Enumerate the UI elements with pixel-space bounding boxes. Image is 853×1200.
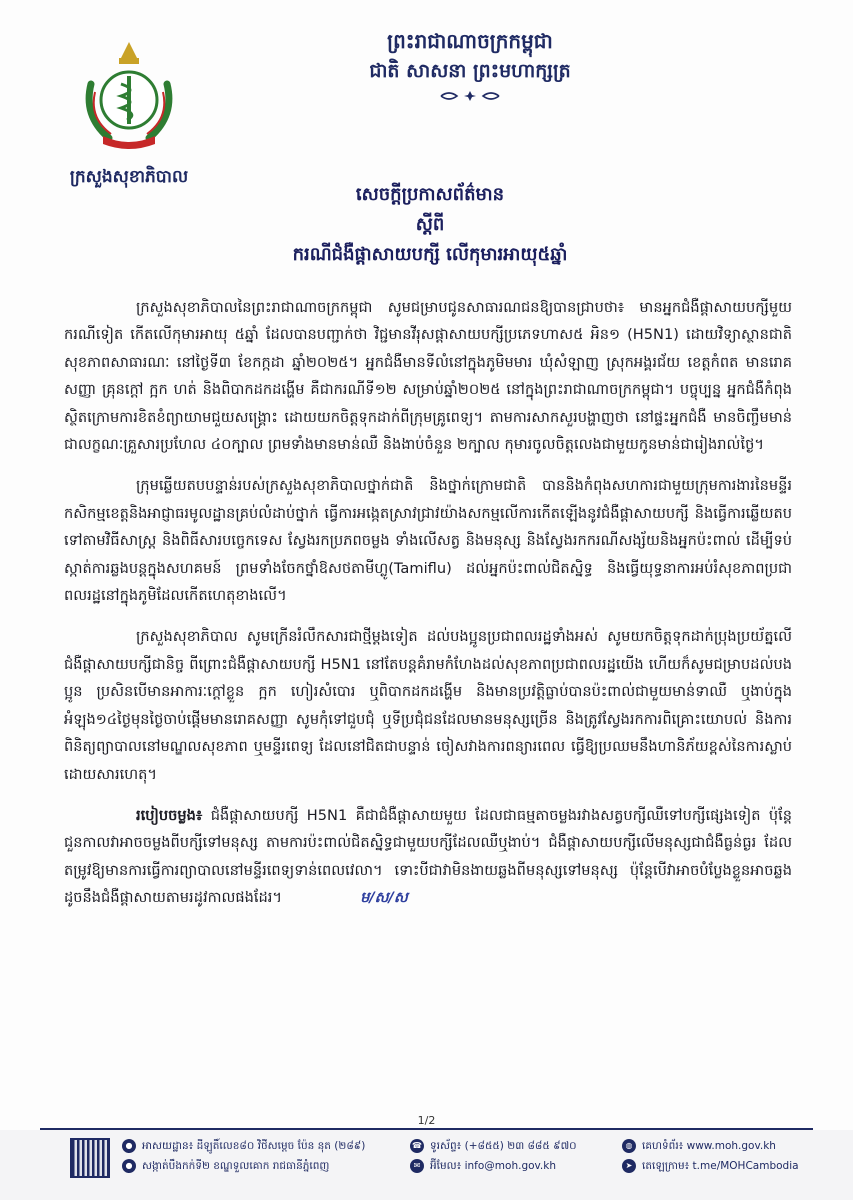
announcement-subject: ករណីជំងឺផ្តាសាយបក្សី លើកុមារអាយុ៥ឆ្នាំ [292, 244, 568, 265]
transmission-note-label: របៀបចម្លង៖ [136, 806, 203, 824]
phone-icon: ☎ [410, 1139, 424, 1153]
telegram-icon: ➤ [622, 1159, 636, 1173]
footer-contact [410, 1136, 577, 1176]
page-number: 1/2 [417, 1114, 436, 1127]
body-paragraph-1: ក្រសួងសុខាភិបាលនៃព្រះរាជាណាចក្រកម្ពុជា សូមជម្រាបជូនសាធារណជនឱ្យបានជ្រាបថា៖ មានអ្នកជំងឺផ្តាសាយបក្សីមួយករណីទៀត កើតលើកុមារអាយុ ៥ឆ្នាំ ដែលបានបញ្ជាក់ថា វិជ្ជមានវីរុសផ្តាសាយបក្សីប្រភេទហាស៥ អិន១ (H5N1) ដោយវិទ្យាស្ថានជាតិសុខភាពសាធារណៈ នៅថ្ងៃទី៣ ខែកក្កដា ឆ្នាំ២០២៥។ អ្នកជំងឺមានទីលំនៅក្នុងភូមិមមារ ឃុំសំឡាញ ស្រុកអង្គរជ័យ ខេត្តកំពត មានរោគសញ្ញា គ្រុនក្តៅ ក្អក ហត់ និងពិបាកដកដង្ហើម គឺជាករណីទី១២ សម្រាប់ឆ្នាំ២០២៥ នៅក្នុងព្រះរាជាណាចក្រកម្ពុជា។ បច្ចុប្បន្ន អ្នកជំងឺកំពុងស្ថិតក្រោមការខិតខំព្យាយាមជួយសង្គ្រោះ ដោយយកចិត្តទុកដាក់ពីក្រុមគ្រូពេទ្យ។ តាមការសាកសួរបង្ហាញថា នៅផ្ទះអ្នកជំងឺ មានចិញ្ចឹមមាន់ជាលក្ខណៈគ្រួសារប្រហែល ៤០ក្បាល ព្រមទាំងមានមាន់ឈឺ និងងាប់ចំនួន ២ក្បាល កុមារចូលចិត្តលេងជាមួយកូនមាន់ជារៀងរាល់ថ្ងៃ។ [64, 299, 792, 454]
announcement-title-block [150, 180, 710, 270]
transmission-note-text: ជំងឺផ្តាសាយបក្សី H5N1 គឺជាជំងឺផ្តាសាយមួយ ដែលជាធម្មតាចម្លងរវាងសត្វបក្សីឈឺទៅបក្សីផ្សេងទៀត ប៉ុន្តែជួនកាលវាអាចចម្លងពីបក្សីទៅមនុស្ស តាមការប៉ះពាល់ជិតស្និទ្ធជាមួយបក្សីដែលឈឺឬងាប់។ ជំងឺផ្តាសាយបក្សីលើមនុស្សជាជំងឺធ្ងន់ធ្ងរ ដែលតម្រូវឱ្យមានការធ្វើការព្យាបាលនៅមន្ទីរពេទ្យទាន់ពេលវេលា។ ទោះបីជាវាមិនងាយឆ្លងពីមនុស្សទៅមនុស្ស ប៉ុន្តែបើវាអាចបំប្លែងខ្លួនអាចឆ្លង ដូចនឹងជំងឺផ្តាសាយតាមរដូវកាលផងដែរ។ [64, 806, 792, 907]
signature-initials: ម/ស/ស [360, 889, 408, 907]
footer-address-line2: សង្កាត់បឹងកក់ទី២ ខណ្ឌទួលគោក រាជធានីភ្នំពេញ [142, 1160, 330, 1172]
transmission-note [64, 802, 792, 912]
footer-telegram[interactable]: តេឡេក្រាម៖ t.me/MOHCambodia [642, 1160, 799, 1172]
footer-address [122, 1136, 365, 1176]
kingdom-title: ព្រះរាជាណាចក្រកម្ពុជា [387, 29, 553, 53]
announcement-subject-prefix: ស្តីពី [415, 214, 445, 235]
footer-phone[interactable]: ទូរស័ព្ទ៖ (+៨៥៥) ២៣ ៨៨៥ ៩៧០ [430, 1140, 577, 1152]
body-paragraph-3: ក្រសួងសុខាភិបាល សូមក្រើនរំលឹកសារជាថ្មីម្តងទៀត ដល់បងប្អូនប្រជាពលរដ្ឋទាំងអស់ សូមយកចិត្តទុកដាក់ប្រុងប្រយ័ត្នលើជំងឺផ្តាសាយបក្សីជានិច្ច ពីព្រោះជំងឺផ្តាសាយបក្សី H5N1 នៅតែបន្តគំរាមកំហែងដល់សុខភាពប្រជាពលរដ្ឋយើង ហើយក៏សូមជម្រាបដល់បងប្អូន ប្រសិនបើមានអាការៈក្តៅខ្លួន ក្អក ហៀរសំបោរ ឬពិបាកដកដង្ហើម និងមានប្រវត្តិធ្លាប់បានប៉ះពាល់ជាមួយមាន់ទាឈឺ ឬងាប់ក្នុងអំឡុង១៤ថ្ងៃមុនថ្ងៃចាប់ផ្តើមមានរោគសញ្ញា សូមកុំទៅជួបជុំ ឬទីប្រជុំជនដែលមានមនុស្សច្រើន និងត្រូវស្វែងរកការពិគ្រោះយោបល់ និងការពិនិត្យព្យាបាលនៅមណ្ឌលសុខភាព ឬមន្ទីរពេទ្យ ដែលនៅជិតជាបន្ទាន់ ចៀសវាងការពន្យារពេល ធ្វើឱ្យប្រឈមនឹងហានិភ័យខ្ពស់នៃការស្លាប់ដោយសារហេតុ។ [64, 628, 792, 783]
location-pin-icon: ● [122, 1159, 136, 1173]
email-icon: ✉ [410, 1159, 424, 1173]
location-pin-icon: ● [122, 1139, 136, 1153]
ornament-divider-icon [435, 90, 505, 102]
national-motto: ជាតិ សាសនា ព្រះមហាក្សត្រ [369, 60, 571, 82]
ministry-emblem-icon [69, 36, 189, 156]
kingdom-header [230, 26, 710, 102]
footer-website[interactable]: គេហទំព័រ៖ www.moh.gov.kh [642, 1140, 776, 1152]
globe-icon: ◍ [622, 1139, 636, 1153]
ministry-logo-block [44, 36, 214, 191]
ministry-name: ក្រសួងសុខាភិបាល [69, 167, 189, 187]
footer-divider [40, 1128, 813, 1130]
footer-address-line1: អាសយដ្ឋាន៖ ដីឡូតិ៍លេខ៨០ វិថីសម្តេច ប៉ែន នុត (២៨៩) [142, 1140, 366, 1152]
body-paragraph-2: ក្រុមឆ្លើយតបបន្ទាន់របស់ក្រសួងសុខាភិបាលថ្នាក់ជាតិ និងថ្នាក់ក្រោមជាតិ បាននិងកំពុងសហការជាមួយក្រុមការងារនៃមន្ទីរកសិកម្មខេត្តនិងអាជ្ញាធរមូលដ្ឋានគ្រប់លំដាប់ថ្នាក់ ធ្វើការអង្កេតស្រាវជ្រាវយ៉ាងសកម្មលើការកើតឡើងនូវជំងឺផ្តាសាយបក្សី និងធ្វើការឆ្លើយតបទៅតាមវិធីសាស្ត្រ និងពិធីសារបច្ចេកទេស ស្វែងរកប្រភពចម្លង ទាំងលើសត្វ និងមនុស្ស និងស្វែងរកករណីសង្ស័យនិងអ្នកប៉ះពាល់ ដើម្បីទប់ស្កាត់ការឆ្លងបន្តក្នុងសហគមន៍ ព្រមទាំងចែកថ្នាំឱសថតាមីហ្លូ(Tamiflu) ដល់អ្នកប៉ះពាល់ជិតស្និទ្ធ និងធ្វើយុទ្ធនាការអប់រំសុខភាពប្រជាពលរដ្ឋនៅក្នុងភូមិដែលកើតហេតុខាងលើ។ [64, 477, 792, 605]
announcement-body [64, 294, 792, 926]
footer-online [622, 1136, 799, 1176]
footer-email[interactable]: អ៊ីមែល៖ info@moh.gov.kh [430, 1160, 557, 1172]
qr-code-icon [70, 1138, 110, 1178]
announcement-title: សេចក្តីប្រកាសព័ត៌មាន [355, 184, 505, 205]
